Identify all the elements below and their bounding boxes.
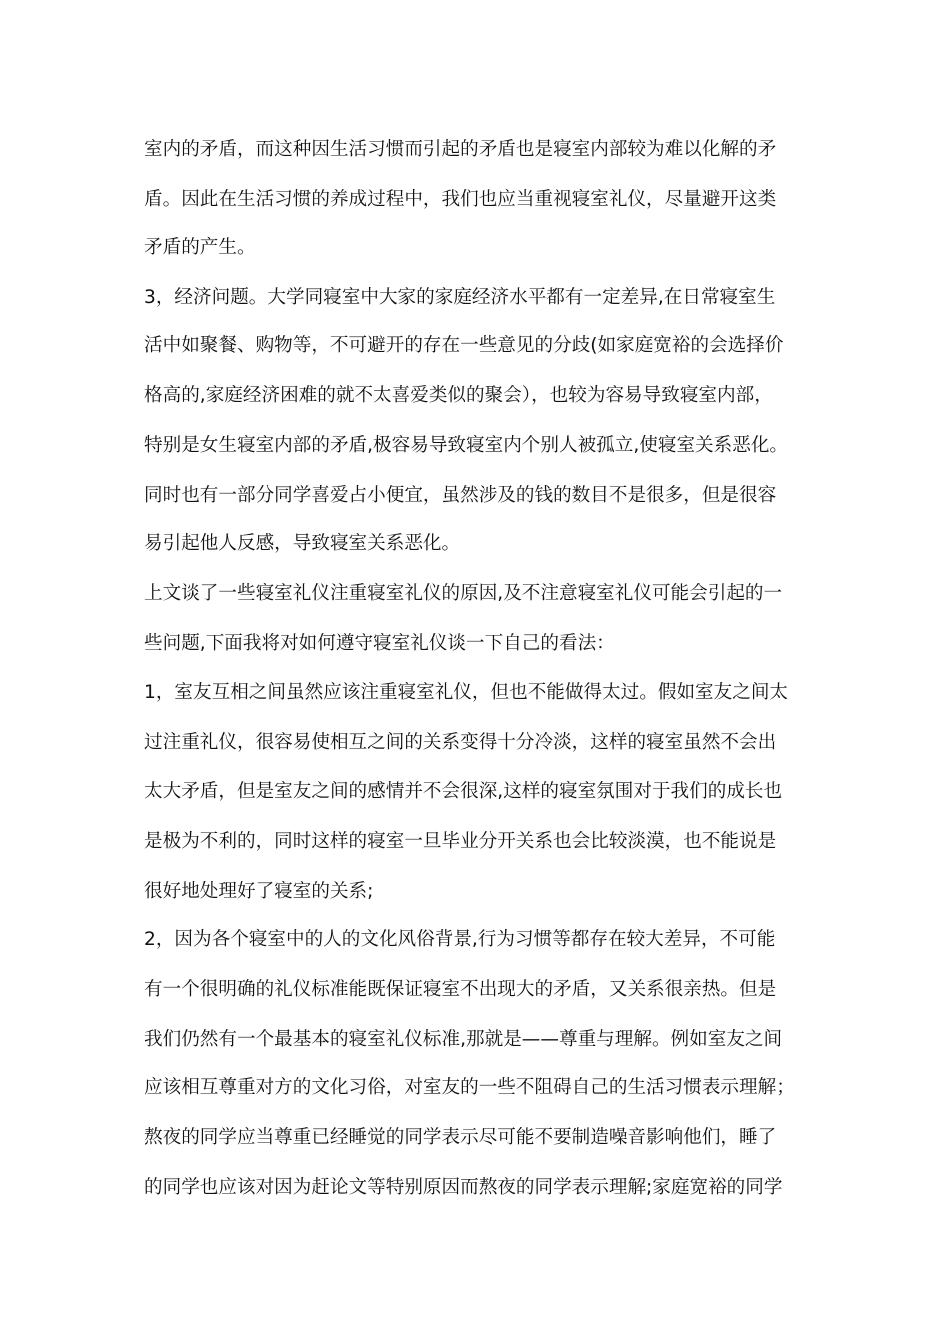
text-line: 矛盾的产生。 xyxy=(144,237,256,258)
text-line: 熬夜的同学应当尊重已经睡觉的同学表示尽可能不要制造噪音影响他们，睡了 xyxy=(144,1127,777,1148)
text-line: 1，室友互相之间虽然应该注重寝室礼仪，但也不能做得太过。假如室友之间太 xyxy=(144,682,789,703)
text-line: 很好地处理好了寝室的关系; xyxy=(144,881,374,902)
text-line: 上文谈了一些寝室礼仪注重寝室礼仪的原因,及不注意寝室礼仪可能会引起的一 xyxy=(144,583,783,604)
text-line: 格高的,家庭经济困难的就不太喜爱类似的聚会），也较为容易导致寝室内部， xyxy=(144,385,773,406)
text-line: 太大矛盾，但是室友之间的感情并不会很深,这样的寝室氛围对于我们的成长也 xyxy=(144,781,783,802)
text-line: 特别是女生寝室内部的矛盾,极容易导致寝室内个别人被孤立,使寝室关系恶化。 xyxy=(144,435,789,456)
text-line: 我们仍然有一个最基本的寝室礼仪标准,那就是——尊重与理解。例如室友之间 xyxy=(144,1029,783,1050)
text-line: 易引起他人反感，导致寝室关系恶化。 xyxy=(144,533,461,554)
text-line: 是极为不利的，同时这样的寝室一旦毕业分开关系也会比较淡漠，也不能说是 xyxy=(144,831,777,852)
text-line: 2，因为各个寝室中的人的文化风俗背景,行为习惯等都存在较大差异，不可能 xyxy=(144,929,776,950)
text-line: 有一个很明确的礼仪标准能既保证寝室不出现大的矛盾，又关系很亲热。但是 xyxy=(144,979,777,1000)
text-line: 应该相互尊重对方的文化习俗，对室友的一些不阻碍自己的生活习惯表示理解； xyxy=(144,1077,795,1098)
text-line: 活中如聚餐、购物等，不可避开的存在一些意见的分歧(如家庭宽裕的会选择价 xyxy=(144,335,784,356)
text-line: 3，经济问题。大学同寝室中大家的家庭经济水平都有一定差异,在日常寝室生 xyxy=(144,287,776,308)
text-line: 盾。因此在生活习惯的养成过程中，我们也应当重视寝室礼仪，尽量避开这类 xyxy=(144,189,777,210)
text-line: 室内的矛盾，而这种因生活习惯而引起的矛盾也是寝室内部较为难以化解的矛 xyxy=(144,139,777,160)
text-line: 过注重礼仪，很容易使相互之间的关系变得十分冷淡，这样的寝室虽然不会出 xyxy=(144,732,777,753)
text-line: 同时也有一部分同学喜爱占小便宜，虽然涉及的钱的数目不是很多，但是很容 xyxy=(144,485,777,506)
text-line: 些问题,下面我将对如何遵守寝室礼仪谈一下自己的看法： xyxy=(144,633,615,654)
text-line: 的同学也应该对因为赶论文等特别原因而熬夜的同学表示理解;家庭宽裕的同学 xyxy=(144,1177,783,1198)
